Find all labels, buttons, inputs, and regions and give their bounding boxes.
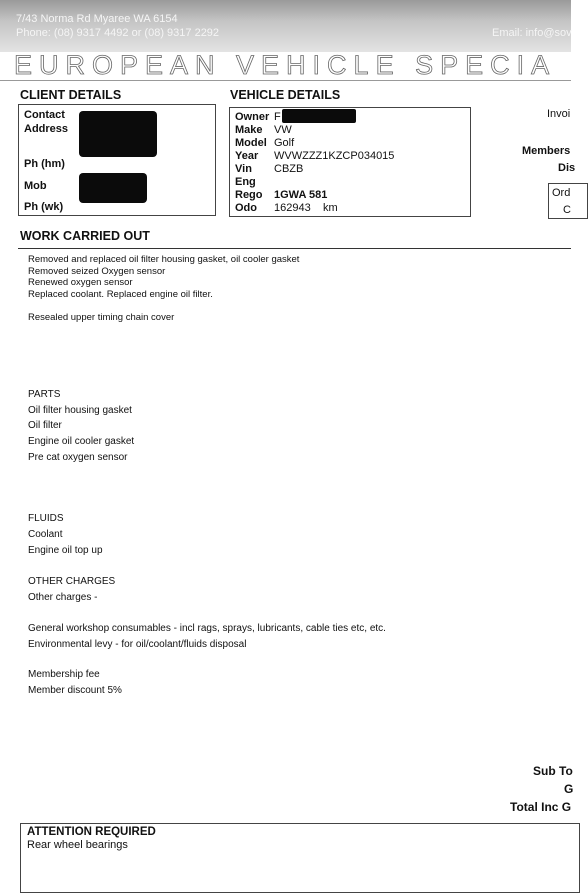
model-label: Model: [235, 137, 267, 149]
odo-label: Odo: [235, 202, 257, 214]
sundry-item: Environmental levy - for oil/coolant/fluids disposal: [28, 639, 247, 650]
vehicle-details-title: VEHICLE DETAILS: [230, 88, 341, 102]
odo-value: 162943: [274, 202, 311, 214]
other-charge-item: Other charges -: [28, 592, 98, 603]
other-charges-heading: OTHER CHARGES: [28, 576, 116, 587]
redacted-client-block: [79, 111, 157, 157]
redacted-owner-block: [282, 109, 356, 123]
odo-unit: km: [323, 202, 338, 214]
eng-label: Eng: [235, 176, 256, 188]
make-value: VW: [274, 124, 292, 136]
business-phone: Phone: (08) 9317 4492 or (08) 9317 2292: [16, 27, 220, 39]
total-inc-gst-label: Total Inc G: [510, 800, 572, 814]
rego-label: Rego: [235, 189, 263, 201]
part-item: Pre cat oxygen sensor: [28, 452, 128, 463]
make-label: Make: [235, 124, 263, 136]
client-details-title: CLIENT DETAILS: [20, 88, 122, 102]
client-details-box: [18, 104, 216, 216]
contact-label: Contact: [24, 109, 65, 121]
part-item: Oil filter: [28, 420, 62, 431]
year-label: Year: [235, 150, 259, 162]
work-line: Removed and replaced oil filter housing gasket, oil cooler gasket: [28, 254, 300, 265]
sundry-item: General workshop consumables - incl rags, sprays, lubricants, cable ties etc, etc.: [28, 623, 386, 634]
business-brand: EUROPEAN VEHICLE SPECIA: [14, 50, 557, 80]
mob-label: Mob: [24, 180, 47, 192]
membership-item: Membership fee: [28, 669, 100, 680]
fluids-heading: FLUIDS: [28, 513, 64, 524]
vin-label: Vin: [235, 163, 252, 175]
work-line: Removed seized Oxygen sensor: [28, 265, 166, 277]
sub-total-label: Sub To: [533, 764, 573, 778]
work-divider: [18, 248, 571, 249]
business-email: Email: info@sov: [492, 27, 572, 39]
header-divider: [0, 80, 571, 81]
model-value: Golf: [274, 137, 295, 149]
order-box: [548, 183, 588, 219]
rego-value: 1GWA 581: [274, 189, 328, 201]
redacted-mobile-block: [79, 173, 147, 203]
ph-hm-label: Ph (hm): [24, 158, 65, 170]
year-value: WVWZZZ1KZCP034015: [274, 150, 395, 162]
fluid-item: Engine oil top up: [28, 545, 103, 556]
vehicle-details-box: [229, 107, 471, 217]
part-item: Engine oil cooler gasket: [28, 436, 135, 447]
fluid-item: Coolant: [28, 529, 63, 540]
invoice-label: Invoi: [547, 108, 571, 120]
attention-text: Rear wheel bearings: [27, 839, 128, 851]
business-address: 7/43 Norma Rd Myaree WA 6154: [16, 13, 178, 25]
members-label: Members: [522, 145, 571, 157]
work-lines: [28, 254, 299, 301]
work-extra-line: Resealed upper timing chain cover: [28, 312, 175, 323]
work-line: Replaced coolant. Replaced engine oil filter.: [28, 289, 213, 301]
gst-label: G: [564, 782, 574, 796]
vin-value: CBZB: [274, 163, 304, 175]
order-label: Ord: [552, 187, 571, 199]
owner-label: Owner: [235, 111, 270, 123]
address-label: Address: [24, 123, 69, 135]
owner-value: F: [274, 111, 281, 123]
parts-heading: PARTS: [28, 389, 61, 400]
header-banner: [0, 0, 571, 52]
discount-label: Dis: [558, 162, 576, 174]
ph-wk-label: Ph (wk): [24, 201, 64, 213]
order-c-label: C: [563, 204, 571, 216]
work-carried-out-title: WORK CARRIED OUT: [20, 229, 150, 243]
part-item: Oil filter housing gasket: [28, 405, 132, 416]
work-line: Renewed oxygen sensor: [28, 277, 133, 289]
membership-item: Member discount 5%: [28, 685, 122, 696]
attention-required-box: [20, 823, 580, 893]
attention-title: ATTENTION REQUIRED: [27, 826, 156, 838]
